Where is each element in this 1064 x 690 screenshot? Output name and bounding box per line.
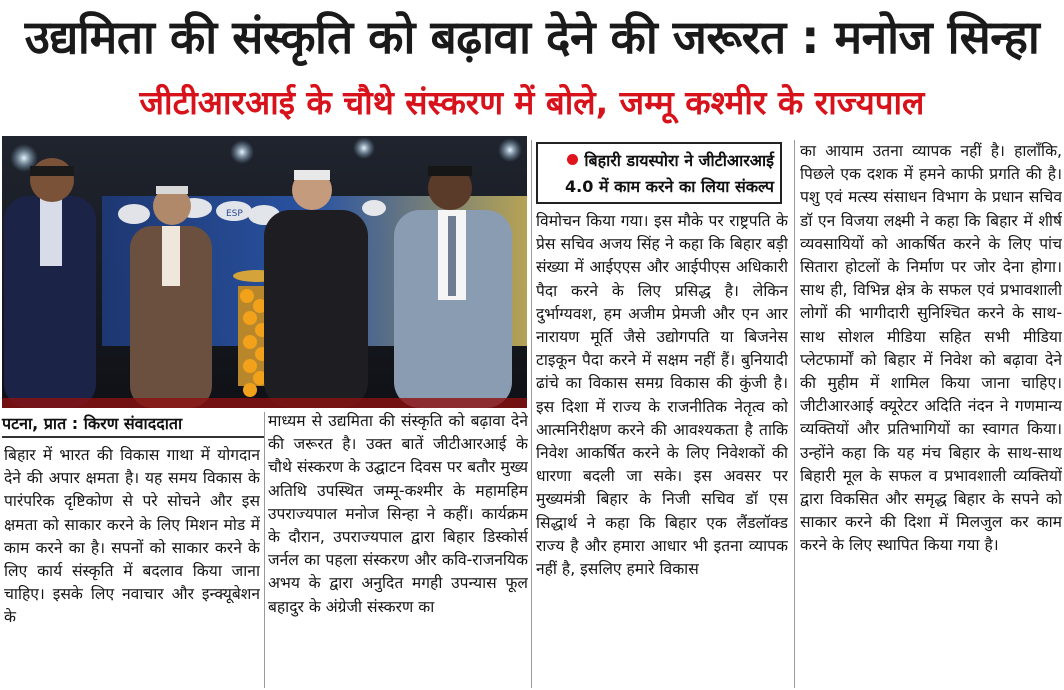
article-column-4 [800,140,1062,688]
pull-quote-line-1: बिहारी डायस्पोरा ने जीटीआरआई [584,151,774,170]
article-text: का आयाम उतना व्यापक नहीं है। हालाँकि, पिछले एक दशक में हमने काफी प्रगति की है। पशु एवं मत्स्य संसाधन विभाग के प्रधान सचिव डॉ एन विजया लक्ष्मी ने कहा कि बिहार में शीर्ष व्यवसायियों को आकर्षित करने के लिए पांच सितारा होटलों के निर्माण पर जोर देना होगा। साथ ही, विभिन्न क्षेत्र के सफल एवं प्रभावशाली लोगों की भागीदारी सुनिश्चित करने के साथ-साथ सोशल मीडिया सहित सभी मीडिया प्लेटफार्मों को बिहार में निवेश को बढ़ावा देने की मुहीम में शामिल किया जाना चाहिए। जीटीआरआई क्यूरेटर अदिति नंदन ने गणमान्य व्यक्तियों और प्रतिभागियों का स्वागत किया। उन्होंने कहा कि यह मंच बिहार के साथ-साथ बिहारी मूल के सफल व प्रभावशाली व्यक्तियों द्वारा विकसित और समृद्ध बिहार के सपने को साकार करने की दिशा में मिलजुल कर काम करने के लिए स्थापित किया गया है। [800,142,1062,555]
article-text: माध्यम से उद्यमिता की संस्कृति को बढ़ावा देने की जरूरत है। उक्त बातें जीटीआरआई के चौथे संस्करण के उद्घाटन दिवस पर बतौर मुख्य अतिथि उपस्थित जम्मू-कश्मीर के महामहिम उपराज्यपाल मनोज सिन्हा ने कहीं। कार्यक्रम के दौरान, उपराज्यपाल द्वारा बिहार डिस्कोर्स जर्नल का पहला संस्करण और कवि-राजनयिक अभय के द्वारा अनुदित मगही उपन्यास फूल बहादुर के अंग्रेजी संस्करण का [268,412,528,616]
banner-text-1: ESP [226,209,243,219]
article-column-3 [536,210,788,688]
column-divider [531,140,532,688]
subheadline: जीटीआरआई के चौथे संस्करण में बोले, जम्मू कश्मीर के राज्यपाल [139,83,925,122]
column-divider [794,140,795,688]
red-bullet-icon [567,154,578,165]
article-column-2 [268,410,528,688]
article-column-1 [4,444,260,688]
dateline: पटना, प्रात : किरण संवाददाता [2,410,264,438]
pull-quote-box [536,142,782,204]
column-divider [264,412,265,688]
article-text: विमोचन किया गया। इस मौके पर राष्ट्रपति के प्रेस सचिव अजय सिंह ने कहा कि बिहार बड़ी संख्या में आईएएस और आईपीएस अधिकारी पैदा करने के लिए प्रसिद्ध है। लेकिन दुर्भाग्यवश, हम अजीम प्रेमजी और एन आर नारायण मूर्ति जैसे उद्योगपति या बिजनेस टाइकून पैदा करने में सक्षम नहीं हैं। बुनियादी ढांचे का विकास समग्र विकास की कुंजी है। इस दिशा में राज्य के राजनीतिक नेतृत्व को आत्मनिरीक्षण करने की आवश्यकता है ताकि निवेश आकर्षित करने के लिए निवेशकों की धारणा बदली जा सके। इस अवसर पर मुख्यमंत्री बिहार के निजी सचिव डॉ एस सिद्धार्थ ने कहा कि बिहार एक लैंडलॉक्ड राज्य है और हमारा आधार भी इतना व्यापक नहीं है, इसलिए हमारे विकास [536,212,788,579]
news-photo [2,136,527,408]
pull-quote-line-2: 4.0 में काम करने का लिया संकल्प [565,177,774,196]
article-text: बिहार में भारत की विकास गाथा में योगदान देने की अपार क्षमता है। यह समय विकास के पारंपरिक दृष्टिकोण से परे सोचने और इस क्षमता को साकार करने के लिए मिशन मोड में काम करने का है। सपनों को साकार करने के लिए कार्य संस्कृति में बदलाव किया जाना चाहिए। इसके लिए नवाचार और इन्क्यूबेशन के [4,446,260,627]
headline: उद्यमिता की संस्कृति को बढ़ावा देने की जरूरत : मनोज सिन्हा [24,10,1040,64]
